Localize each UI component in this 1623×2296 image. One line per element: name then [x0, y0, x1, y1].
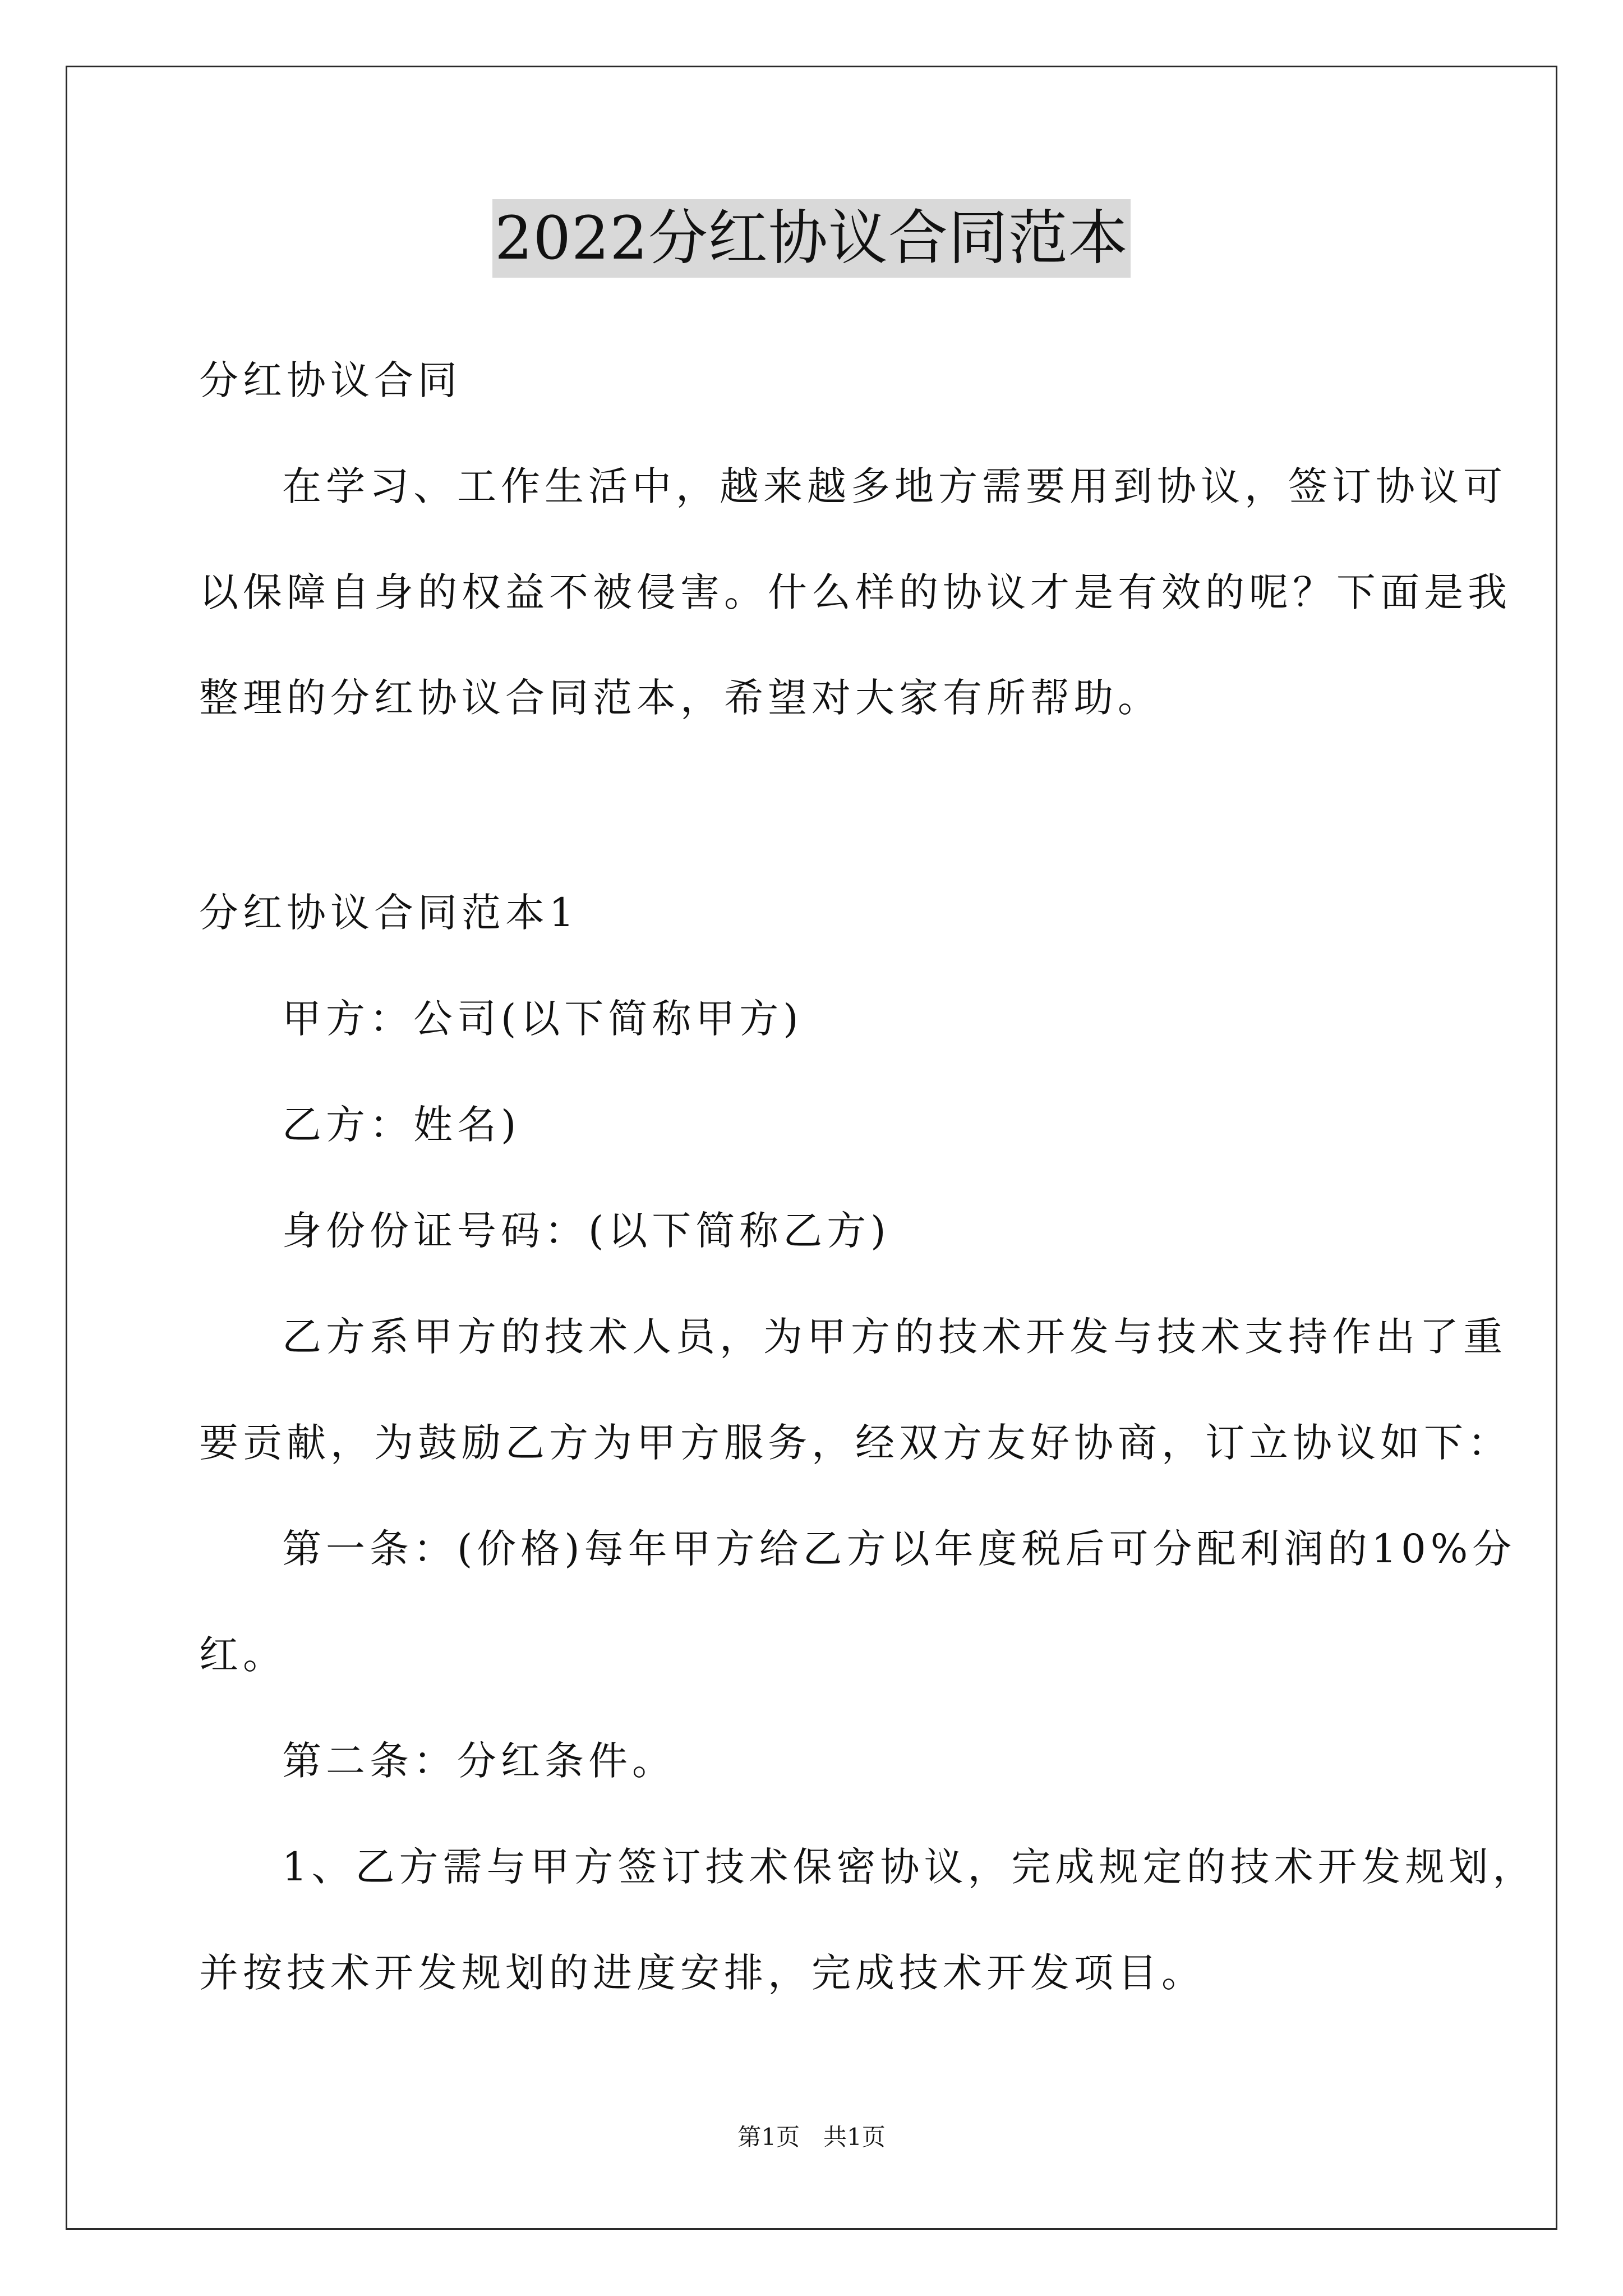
page-footer: 第1页 共1页: [737, 2123, 886, 2151]
paragraph-line: 红。: [199, 1632, 287, 1678]
paragraph-line: 并按技术开发规划的进度安排，完成技术开发项目。: [199, 1950, 1205, 1996]
paragraph-line: 在学习、工作生活中，越来越多地方需要用到协议，签订协议可: [282, 463, 1507, 509]
paragraph-line: 1、乙方需与甲方签订技术保密协议，完成规定的技术开发规划，: [282, 1844, 1537, 1890]
paragraph-line: 第二条：分红条件。: [282, 1738, 676, 1784]
paragraph-line: 甲方：公司(以下简称甲方): [282, 996, 803, 1042]
paragraph-line: 身份份证号码：(以下简称乙方): [282, 1208, 891, 1254]
paragraph-line: 第一条：(价格)每年甲方给乙方以年度税后可分配利润的10%分: [282, 1526, 1516, 1572]
section-heading: 分红协议合同范本1: [199, 890, 579, 936]
section-heading: 分红协议合同: [199, 357, 462, 403]
paragraph-line: 以保障自身的权益不被侵害。什么样的协议才是有效的呢？下面是我: [199, 569, 1511, 615]
paragraph-line: 乙方系甲方的技术人员，为甲方的技术开发与技术支持作出了重: [282, 1314, 1507, 1360]
title-container: [0, 199, 1623, 278]
paragraph-line: 要贡献，为鼓励乙方为甲方服务，经双方友好协商，订立协议如下：: [199, 1420, 1511, 1466]
paragraph-line: 乙方：姓名): [282, 1102, 521, 1148]
document-title: 2022分红协议合同范本: [492, 199, 1131, 278]
paragraph-line: 整理的分红协议合同范本，希望对大家有所帮助。: [199, 675, 1161, 721]
